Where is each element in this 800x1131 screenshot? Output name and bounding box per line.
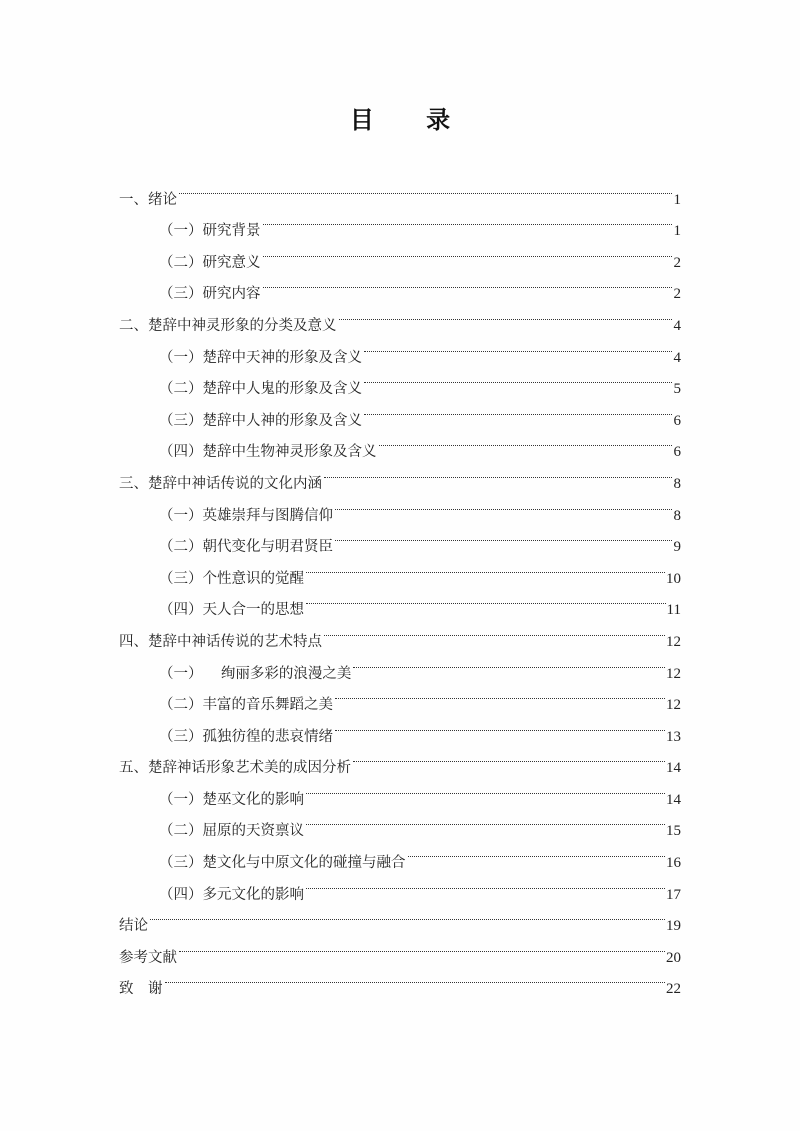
dot-leader <box>306 772 665 804</box>
toc-entry-page: 13 <box>666 728 681 745</box>
toc-entry-page: 12 <box>666 697 681 714</box>
toc-entry-label: （四）楚辞中生物神灵形象及含义 <box>159 444 377 461</box>
toc-entry-label: （一） 绚丽多彩的浪漫之美 <box>159 665 352 682</box>
toc-entry-page: 16 <box>666 855 681 872</box>
dot-leader <box>263 267 673 299</box>
page-title: 目 录 <box>349 106 473 134</box>
dot-leader <box>339 298 673 330</box>
toc-entry-page: 1 <box>673 223 681 240</box>
toc-entry-label: （四）天人合一的思想 <box>159 602 304 619</box>
dot-leader <box>324 614 665 646</box>
dot-leader <box>335 709 665 741</box>
toc-entry-label: 致 谢 <box>119 981 163 998</box>
toc-entry-label: 四、楚辞中神话传说的艺术特点 <box>119 633 322 650</box>
toc-entry-label: （三）个性意识的觉醒 <box>159 570 304 587</box>
table-of-contents <box>119 172 681 998</box>
toc-entry-label: 结论 <box>119 918 148 935</box>
toc-entry-label: （三）孤独彷徨的悲哀情绪 <box>159 728 333 745</box>
toc-entry-page: 22 <box>666 981 681 998</box>
toc-entry-label: （二）屈原的天资禀议 <box>159 823 304 840</box>
toc-entry-page: 6 <box>673 444 681 461</box>
toc-entry-label: （一）英雄崇拜与图腾信仰 <box>159 507 333 524</box>
dot-leader <box>306 551 665 583</box>
dot-leader <box>353 646 665 678</box>
toc-entry-label: （二）楚辞中人鬼的形象及含义 <box>159 381 362 398</box>
dot-leader <box>335 488 672 520</box>
toc-entry-label: （三）楚文化与中原文化的碰撞与融合 <box>159 855 406 872</box>
toc-entry-page: 1 <box>673 191 681 208</box>
toc-entry-label: 一、绪论 <box>119 191 177 208</box>
toc-entry[interactable] <box>119 172 681 208</box>
dot-leader <box>179 930 665 962</box>
toc-entry-page: 11 <box>666 602 681 619</box>
toc-entry-page: 5 <box>673 381 681 398</box>
toc-entry-page: 10 <box>666 570 681 587</box>
dot-leader <box>165 962 666 994</box>
toc-entry-page: 4 <box>673 349 681 366</box>
dot-leader <box>335 520 672 552</box>
toc-entry-label: 二、楚辞中神灵形象的分类及意义 <box>119 317 337 334</box>
dot-leader <box>306 583 666 615</box>
toc-entry-label: （三）研究内容 <box>159 286 261 303</box>
toc-entry[interactable] <box>119 899 681 935</box>
dot-leader <box>150 899 665 931</box>
dot-leader <box>263 235 673 267</box>
dot-leader <box>306 867 665 899</box>
dot-leader <box>324 456 672 488</box>
toc-entry-label: 五、楚辞神话形象艺术美的成因分析 <box>119 760 351 777</box>
toc-entry-page: 4 <box>673 317 681 334</box>
toc-entry-page: 17 <box>666 886 681 903</box>
toc-entry-label: （四）多元文化的影响 <box>159 886 304 903</box>
dot-leader <box>364 330 672 362</box>
toc-entry-page: 8 <box>673 475 681 492</box>
toc-entry-page: 19 <box>666 918 681 935</box>
toc-entry-label: （三）楚辞中人神的形象及含义 <box>159 412 362 429</box>
toc-entry-label: （二）丰富的音乐舞蹈之美 <box>159 697 333 714</box>
toc-entry-page: 6 <box>673 412 681 429</box>
toc-entry-label: （二）研究意义 <box>159 254 261 271</box>
toc-entry-label: （一）研究背景 <box>159 223 261 240</box>
dot-leader <box>364 393 672 425</box>
toc-entry-page: 2 <box>673 254 681 271</box>
toc-entry-label: （一）楚辞中天神的形象及含义 <box>159 349 362 366</box>
toc-entry-page: 20 <box>666 949 681 966</box>
dot-leader <box>335 678 665 710</box>
toc-entry-page: 9 <box>673 539 681 556</box>
toc-entry[interactable] <box>119 962 681 998</box>
dot-leader <box>179 172 672 204</box>
toc-entry[interactable] <box>119 930 681 966</box>
toc-entry-page: 14 <box>666 760 681 777</box>
dot-leader <box>353 741 665 773</box>
toc-entry-page: 12 <box>666 633 681 650</box>
toc-entry-page: 2 <box>673 286 681 303</box>
toc-entry-page: 14 <box>666 791 681 808</box>
dot-leader <box>263 204 673 236</box>
dot-leader <box>408 835 666 867</box>
dot-leader <box>306 804 665 836</box>
toc-entry-label: 参考文献 <box>119 949 177 966</box>
toc-entry-label: （一）楚巫文化的影响 <box>159 791 304 808</box>
toc-entry[interactable] <box>119 204 681 240</box>
toc-entry-page: 15 <box>666 823 681 840</box>
toc-entry-page: 12 <box>666 665 681 682</box>
dot-leader <box>379 425 673 457</box>
toc-entry-label: 三、楚辞中神话传说的文化内涵 <box>119 475 322 492</box>
toc-entry-label: （二）朝代变化与明君贤臣 <box>159 539 333 556</box>
dot-leader <box>364 362 672 394</box>
toc-entry-page: 8 <box>673 507 681 524</box>
